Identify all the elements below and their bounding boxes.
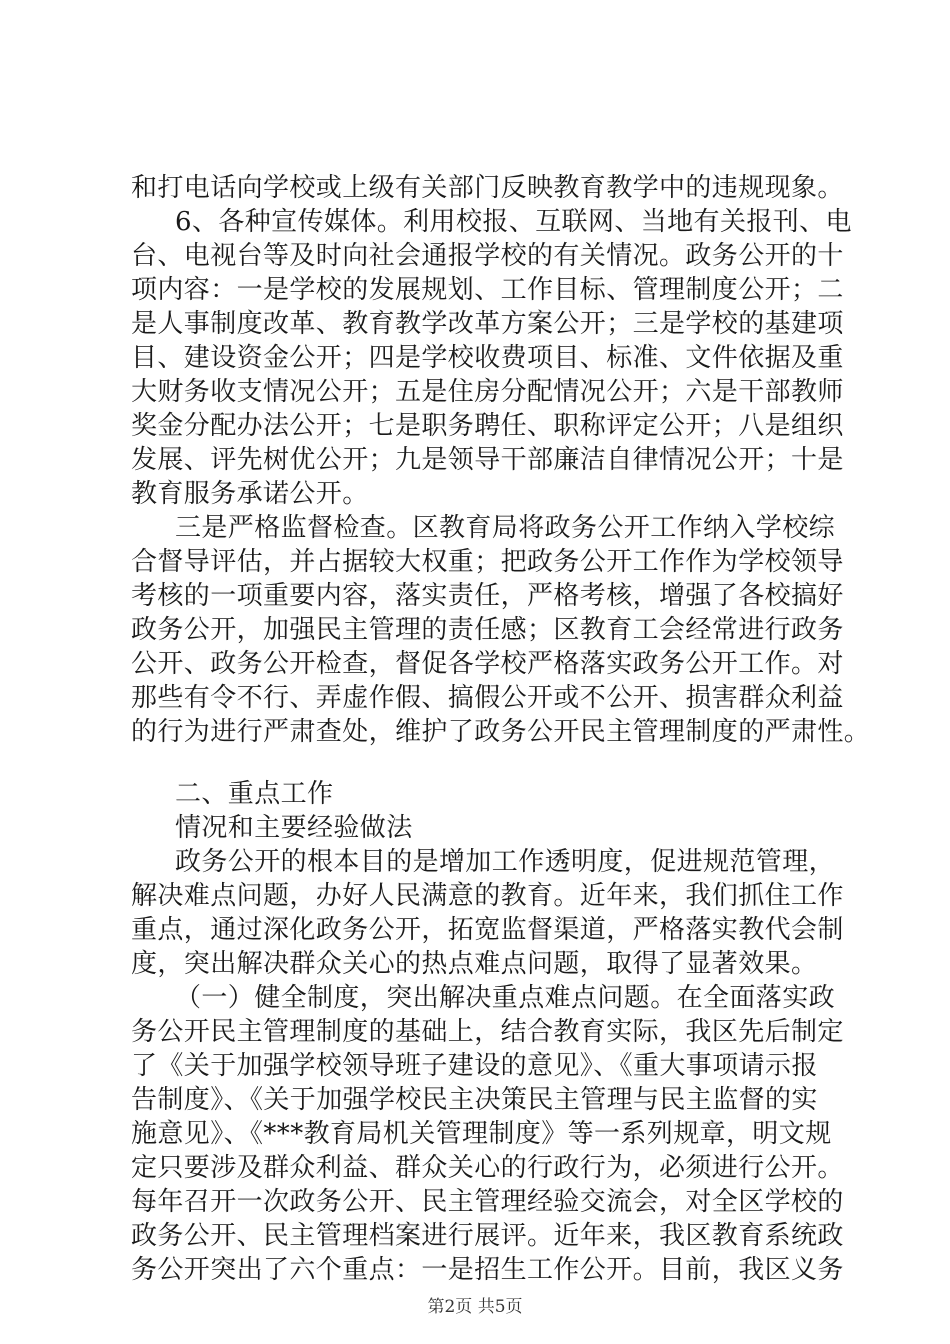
text-line: 的行为进行严肃查处，维护了政务公开民主管理制度的严肃性。 <box>131 717 871 747</box>
text-line: 6、各种宣传媒体。利用校报、互联网、当地有关报刊、电 <box>175 207 852 237</box>
text-line: 公开、政务公开检查，督促各学校严格落实政务公开工作。对 <box>131 649 844 679</box>
section-heading: 二、重点工作 <box>175 779 334 809</box>
text-line: 是人事制度改革、教育教学改革方案公开；三是学校的基建项 <box>131 309 844 339</box>
text-line: （一）健全制度，突出解决重点难点问题。在全面落实政 <box>175 983 836 1013</box>
page-number-footer: 第2页 共5页 <box>427 1297 523 1317</box>
text-line: 三是严格监督检查。区教育局将政务公开工作纳入学校综 <box>175 513 836 543</box>
text-line: 和打电话向学校或上级有关部门反映教育教学中的违规现象。 <box>131 173 844 203</box>
text-line: 奖金分配办法公开；七是职务聘任、职称评定公开；八是组织 <box>131 411 844 441</box>
text-line: 重点，通过深化政务公开，拓宽监督渠道，严格落实教代会制 <box>131 915 844 945</box>
text-line: 解决难点问题，办好人民满意的教育。近年来，我们抓住工作 <box>131 881 844 911</box>
text-line: 大财务收支情况公开；五是住房分配情况公开；六是干部教师 <box>131 377 844 407</box>
text-line: 告制度》、《关于加强学校民主决策民主管理与民主监督的实 <box>131 1085 818 1115</box>
text-line: 考核的一项重要内容，落实责任，严格考核，增强了各校搞好 <box>131 581 844 611</box>
text-line: 台、电视台等及时向社会通报学校的有关情况。政务公开的十 <box>131 241 844 271</box>
text-line: 度，突出解决群众关心的热点难点问题，取得了显著效果。 <box>131 949 818 979</box>
text-line: 那些有令不行、弄虚作假、搞假公开或不公开、损害群众利益 <box>131 683 844 713</box>
text-line: 目、建设资金公开；四是学校收费项目、标准、文件依据及重 <box>131 343 844 373</box>
text-line: 政务公开、民主管理档案进行展评。近年来，我区教育系统政 <box>131 1221 844 1251</box>
text-line: 每年召开一次政务公开、民主管理经验交流会，对全区学校的 <box>131 1187 844 1217</box>
text-line: 教育服务承诺公开。 <box>131 479 369 509</box>
text-line: 务公开突出了六个重点：一是招生工作公开。目前，我区义务 <box>131 1255 844 1285</box>
text-line: 项内容：一是学校的发展规划、工作目标、管理制度公开；二 <box>131 275 844 305</box>
text-line: 发展、评先树优公开；九是领导干部廉洁自律情况公开；十是 <box>131 445 844 475</box>
text-line: 政务公开，加强民主管理的责任感；区教育工会经常进行政务 <box>131 615 844 645</box>
text-line: 了《关于加强学校领导班子建设的意见》、《重大事项请示报 <box>131 1051 818 1081</box>
text-line: 定只要涉及群众利益、群众关心的行政行为，必须进行公开。 <box>131 1153 844 1183</box>
section-subheading: 情况和主要经验做法 <box>175 813 413 843</box>
text-line: 务公开民主管理制度的基础上，结合教育实际，我区先后制定 <box>131 1017 844 1047</box>
text-line: 政务公开的根本目的是增加工作透明度，促进规范管理， <box>175 847 836 877</box>
text-line: 合督导评估，并占据较大权重；把政务公开工作作为学校领导 <box>131 547 844 577</box>
text-line: 施意见》、《***教育局机关管理制度》等一系列规章，明文规 <box>131 1119 832 1149</box>
